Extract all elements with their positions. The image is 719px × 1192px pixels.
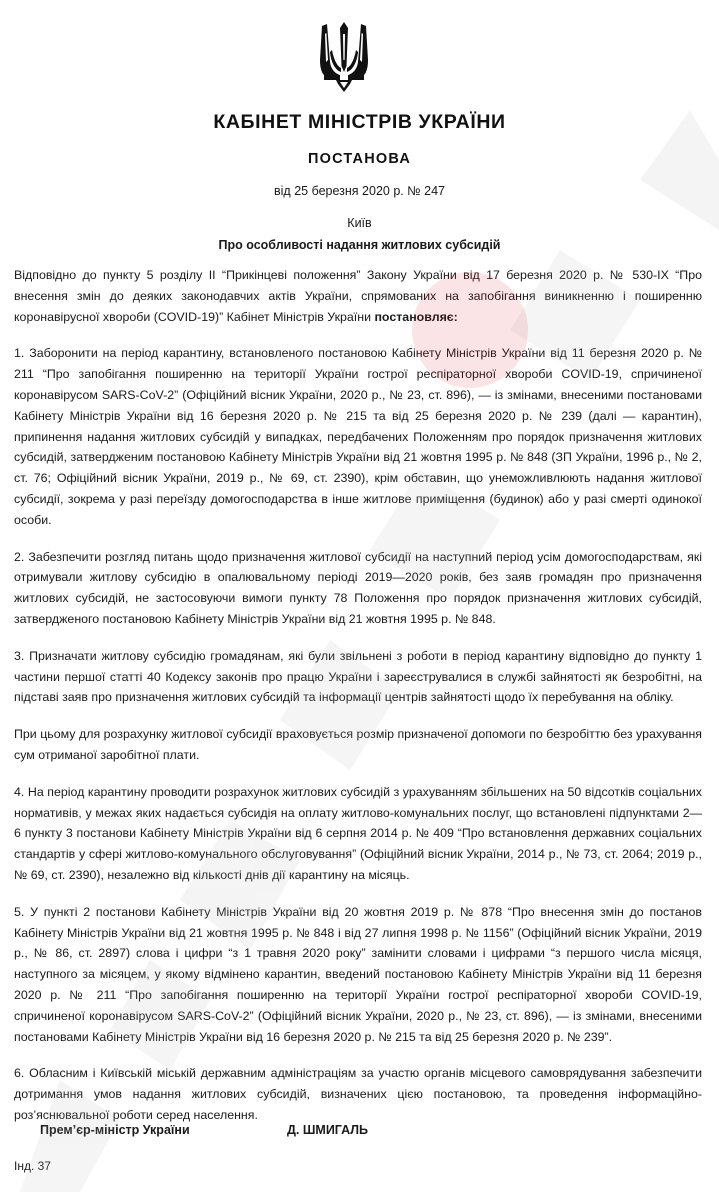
point-2-paragraph: 2. Забезпечити розгляд питань щодо призначення житлової субсидії на наступний період усім домогосподарствам, які отримували житлову субсидію в опалювальному періоді 2019—2020 років, без заяв громадян про призначення житлових субсидій, не застосовуючи вимоги пункту 78 Положення про порядок призначення житлових субсидій, затвердженого постановою Кабінету Міністрів України від 21 жовтня 1995 р. № 848. bbox=[14, 549, 702, 626]
point-3-paragraph: 3. Призначати житлову субсидію громадянам, які були звільнені з роботи в період карантину відповідно до пункту 1 частини першої статті 40 Кодексу законів про працю України і зареєструвалися в службі зайнятості як безробітні, на підставі заяв про призначення житлових субсидій та інформації центрів зайнятості щодо їх перебування на обліку. bbox=[14, 648, 702, 705]
document-title: Про особливості надання житлових субсидій bbox=[218, 238, 501, 252]
point-5-paragraph: 5. У пункті 2 постанови Кабінету Міністрів України від 20 жовтня 2019 р. № 878 “Про внесення змін до постанов Кабінету Міністрів України від 21 жовтня 1995 р. № 848 і від 27 липня 1998 р. № 1156” (Офіційний вісник України, 2019 р., № 86, ст. 2897) слова і цифри “з 1 травня 2020 року” замінити словами і цифрами “з першого числа місяця, наступного за місяцем, у якому відмінено карантин, введений постановою Кабінету Міністрів України від 11 березня 2020 р. № 211 “Про запобігання поширенню на території України гострої респіраторної хвороби COVID-19, спричиненої коронавірусом SARS-CoV-2” (Офіційний вісник України, 2020 р., № 23, ст. 896), — із змінами, внесеними постановами Кабінету Міністрів України від 16 березня 2020 р. № 215 та від 25 березня 2020 р. № 239”. bbox=[14, 904, 702, 1044]
document-index: Інд. 37 bbox=[14, 1159, 51, 1173]
document-city: Київ bbox=[347, 216, 372, 230]
organization-name: КАБІНЕТ МІНІСТРІВ УКРАЇНИ bbox=[213, 111, 506, 133]
signature-position: Прем’єр-міністр України bbox=[40, 1123, 190, 1137]
trident-emblem-icon bbox=[318, 20, 370, 94]
point-3-note-paragraph: При цьому для розрахунку житлової субсидії враховується розмір призначеної допомоги по безробіттю без урахування сум отриманої заробітної плати. bbox=[14, 727, 702, 762]
document-type: ПОСТАНОВА bbox=[308, 151, 411, 167]
preamble-text: Відповідно до пункту 5 розділу II “Прикінцеві положення” Закону України від 17 березня 2020 р. № 530-IX “Про внесення змін до деяких законодавчих актів України, спрямованих на запобігання виникненню і поширенню коронавірусної хвороби (COVID-19)” Кабінет Міністрів України bbox=[14, 268, 702, 324]
signature-name: Д. ШМИГАЛЬ bbox=[287, 1123, 369, 1137]
document-date-number: від 25 березня 2020 р. № 247 bbox=[274, 184, 445, 198]
point-1-paragraph: 1. Заборонити на період карантину, встановленого постановою Кабінету Міністрів України від 11 березня 2020 р. № 211 “Про запобігання поширенню на території України гострої респіраторної хвороби COVID-19, спричиненої коронавірусом SARS-CoV-2” (Офіційний вісник України, 2020 р., № 23, ст. 896), — із змінами, внесеними постановами Кабінету Міністрів України від 16 березня 2020 р. № 215 та від 25 березня 2020 р. № 239 (далі — карантин), припинення надання житлових субсидій у випадках, передбачених Положенням про порядок призначення житлових субсидій, затвердженим постановою Кабінету Міністрів України від 21 жовтня 1995 р. № 848 (ЗП України, 1996 р., № 2, ст. 76; Офіційний вісник України, 2019 р., № 69, ст. 2390), крім обставин, що унеможливлюють надання житлової субсидії, зокрема у разі переїзду домогосподарства в інше житлове приміщення (будинок) або у разі смерті одинокої особи. bbox=[14, 346, 702, 527]
preamble-paragraph bbox=[14, 265, 702, 327]
decree-word: постановляє: bbox=[374, 309, 458, 324]
document-body bbox=[14, 265, 702, 1142]
point-6-paragraph: 6. Обласним і Київській міській державним адміністраціям за участю органів місцевого самоврядування забезпечити дотримання умов надання житлових субсидій, визначених цією постановою, та проведення інформаційно-роз’яснювальної роботи серед населення. bbox=[14, 1066, 702, 1122]
point-4-paragraph: 4. На період карантину проводити розрахунок житлових субсидій з урахуванням збільшених на 50 відсотків соціальних нормативів, у межах яких надається субсидія на оплату житлово-комунальних послуг, що встановлені підпунктами 2—6 пункту 3 постанови Кабінету Міністрів України від 6 серпня 2014 р. № 409 “Про встановлення державних соціальних стандартів у сфері житлово-комунального обслуговування” (Офіційний вісник України, 2014 р., № 73, ст. 2064; 2019 р., № 69, ст. 2390), незалежно від кількості днів дії карантину на місяць. bbox=[14, 784, 702, 882]
